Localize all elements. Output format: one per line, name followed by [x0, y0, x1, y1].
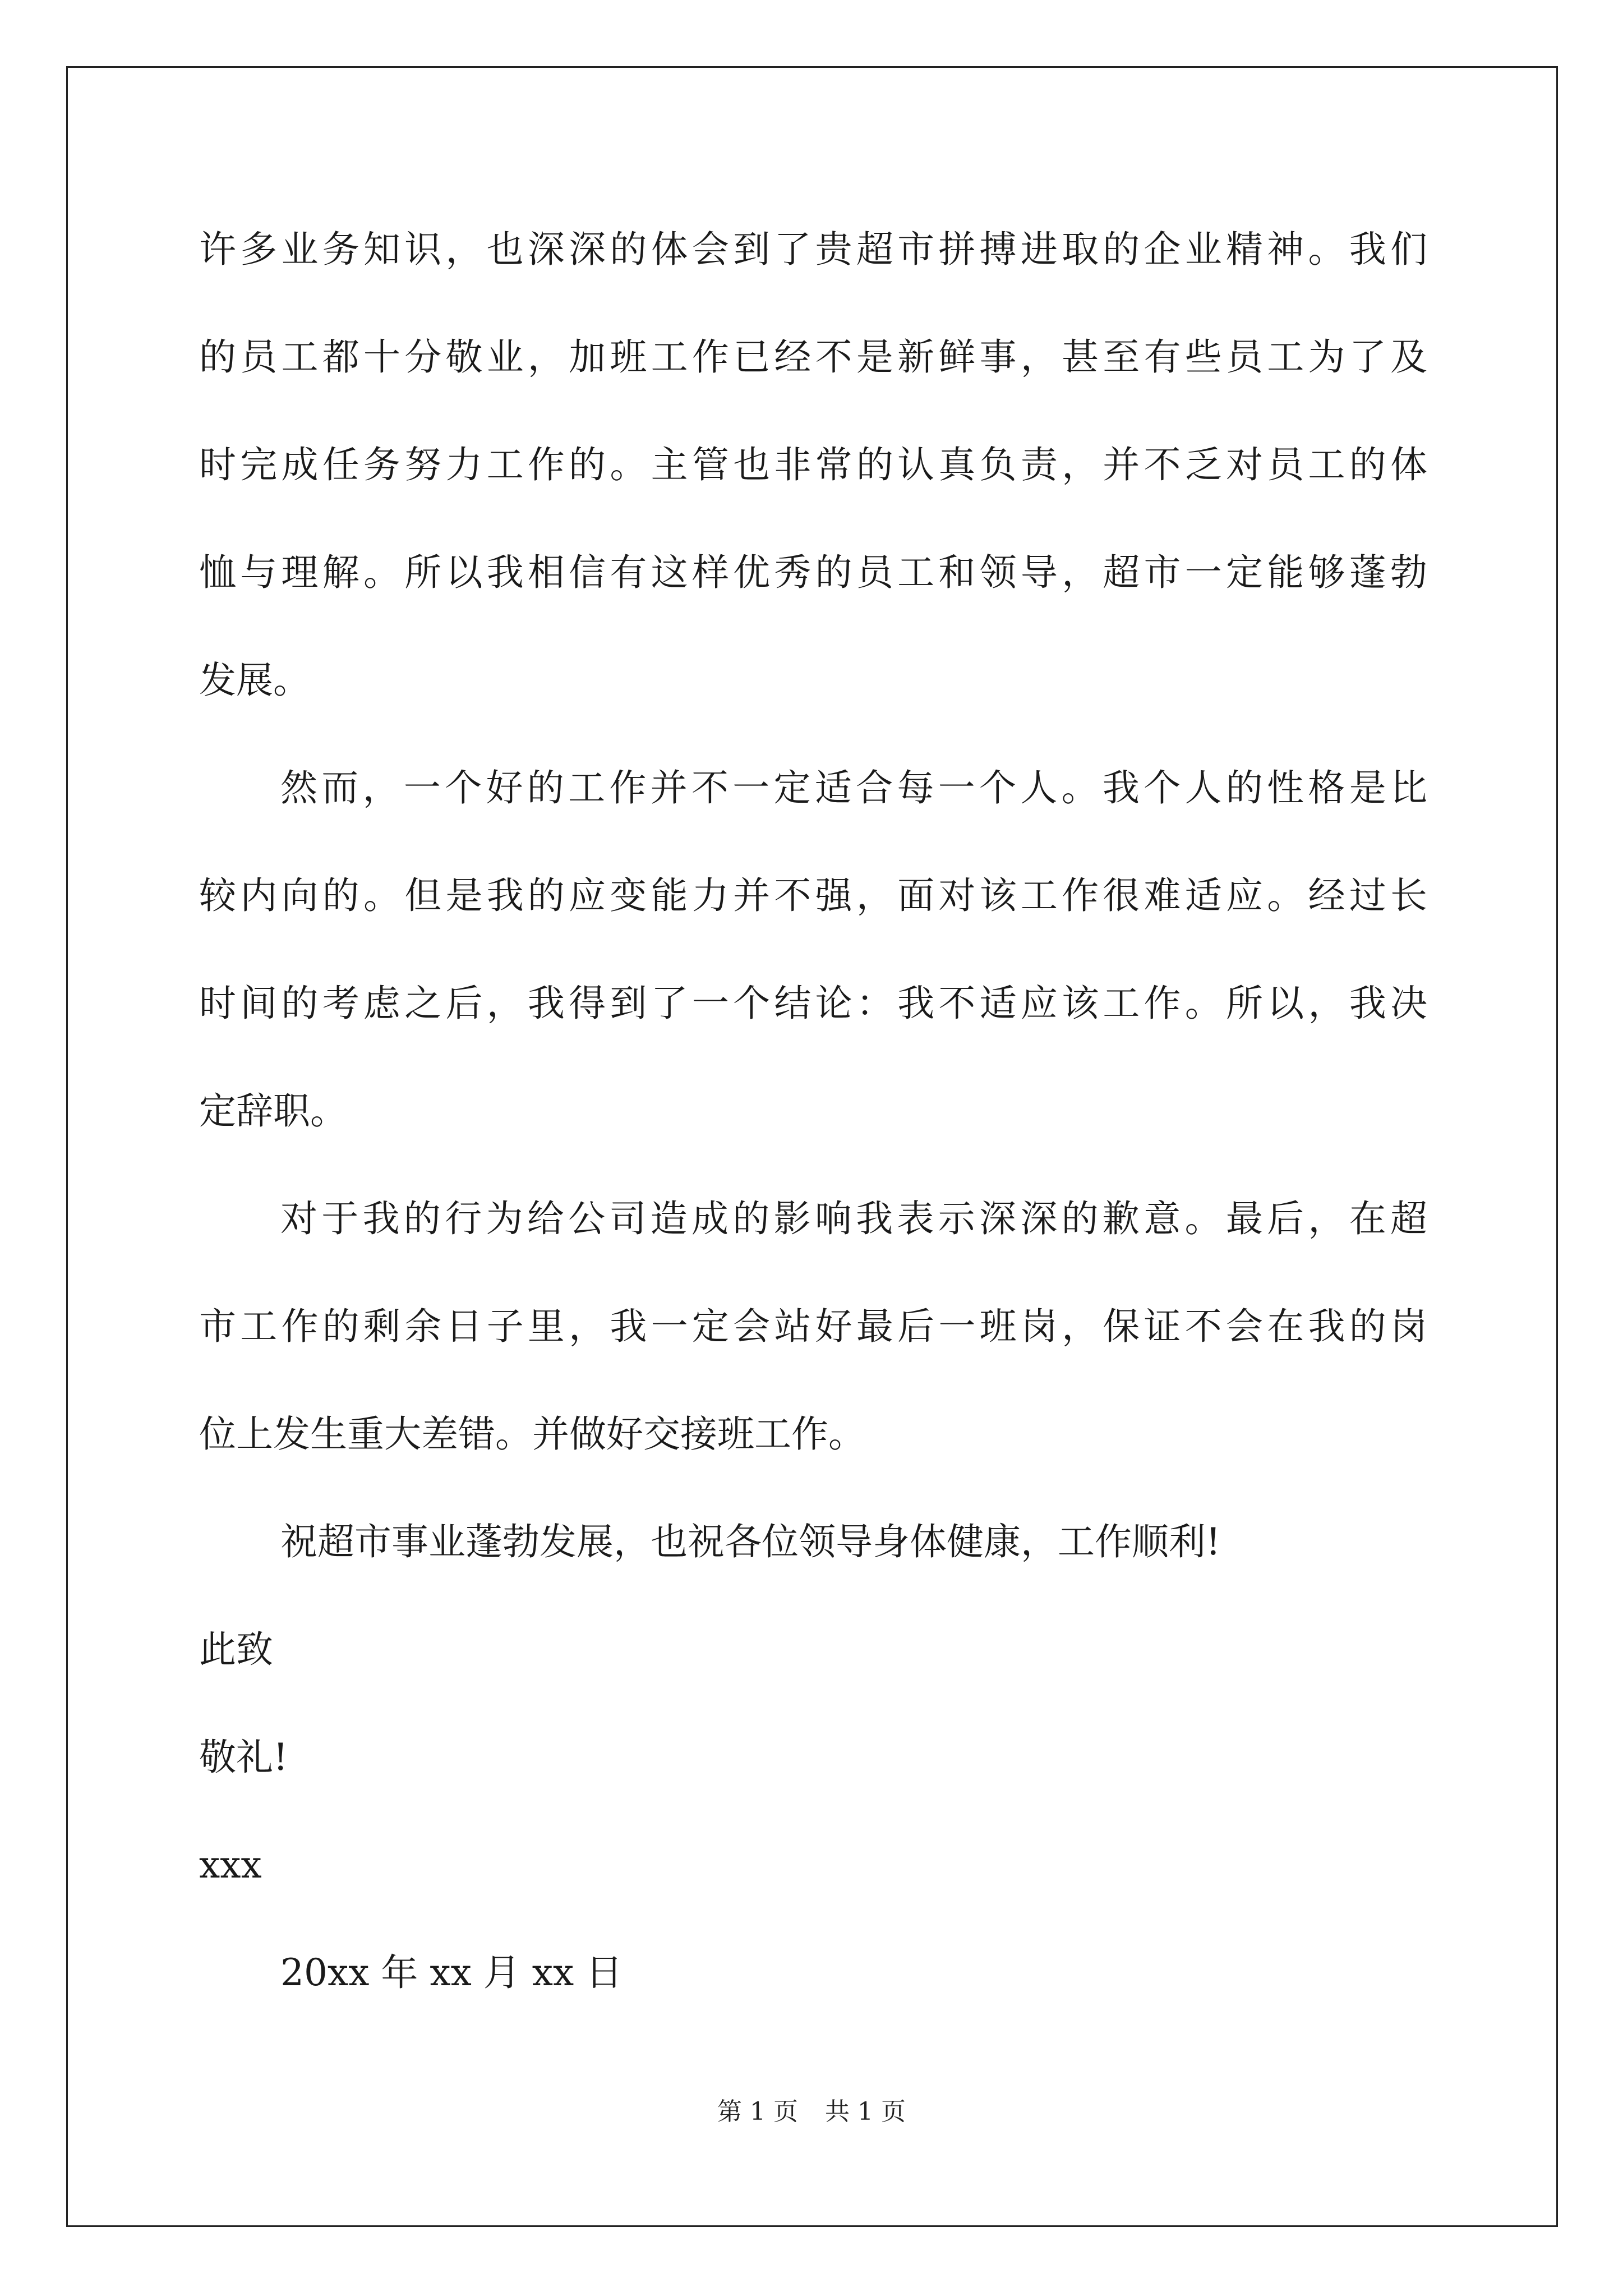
paragraph-3-line-2: 市工作的剩余日子里，我一定会站好最后一班岗，保证不会在我的岗	[199, 1305, 1427, 1348]
paragraph-4-line-1: 祝超市事业蓬勃发展，也祝各位领导身体健康，工作顺利!	[280, 1520, 1221, 1563]
paragraph-1-line-4: 恤与理解。所以我相信有这样优秀的员工和领导，超市一定能够蓬勃	[199, 551, 1427, 594]
paragraph-2-line-1: 然而，一个好的工作并不一定适合每一个人。我个人的性格是比	[280, 766, 1427, 809]
paragraph-3-line-3: 位上发生重大差错。并做好交接班工作。	[199, 1412, 865, 1456]
paragraph-2-line-4: 定辞职。	[199, 1089, 347, 1133]
paragraph-1-line-2: 的员工都十分敬业，加班工作已经不是新鲜事，甚至有些员工为了及	[199, 335, 1427, 379]
paragraph-1-line-3: 时完成任务努力工作的。主管也非常的认真负责，并不乏对员工的体	[199, 443, 1427, 486]
signature: xxx	[199, 1843, 262, 1887]
closing-salutation: 此致	[199, 1628, 273, 1671]
page-footer	[0, 2095, 1623, 2129]
page-total: 共 1 页	[825, 2097, 906, 2126]
closing-regards: 敬礼!	[199, 1736, 288, 1779]
letter-date: 20xx 年 xx 月 xx 日	[280, 1951, 623, 1994]
page-number: 第 1 页	[717, 2097, 798, 2126]
paragraph-1-line-5: 发展。	[199, 659, 310, 702]
paragraph-2-line-3: 时间的考虑之后，我得到了一个结论：我不适应该工作。所以，我决	[199, 982, 1427, 1025]
paragraph-3-line-1: 对于我的行为给公司造成的影响我表示深深的歉意。最后，在超	[280, 1197, 1427, 1240]
paragraph-1-line-1: 许多业务知识，也深深的体会到了贵超市拼搏进取的企业精神。我们	[199, 228, 1427, 271]
page-border	[66, 66, 1558, 2227]
paragraph-2-line-2: 较内向的。但是我的应变能力并不强，面对该工作很难适应。经过长	[199, 874, 1427, 917]
